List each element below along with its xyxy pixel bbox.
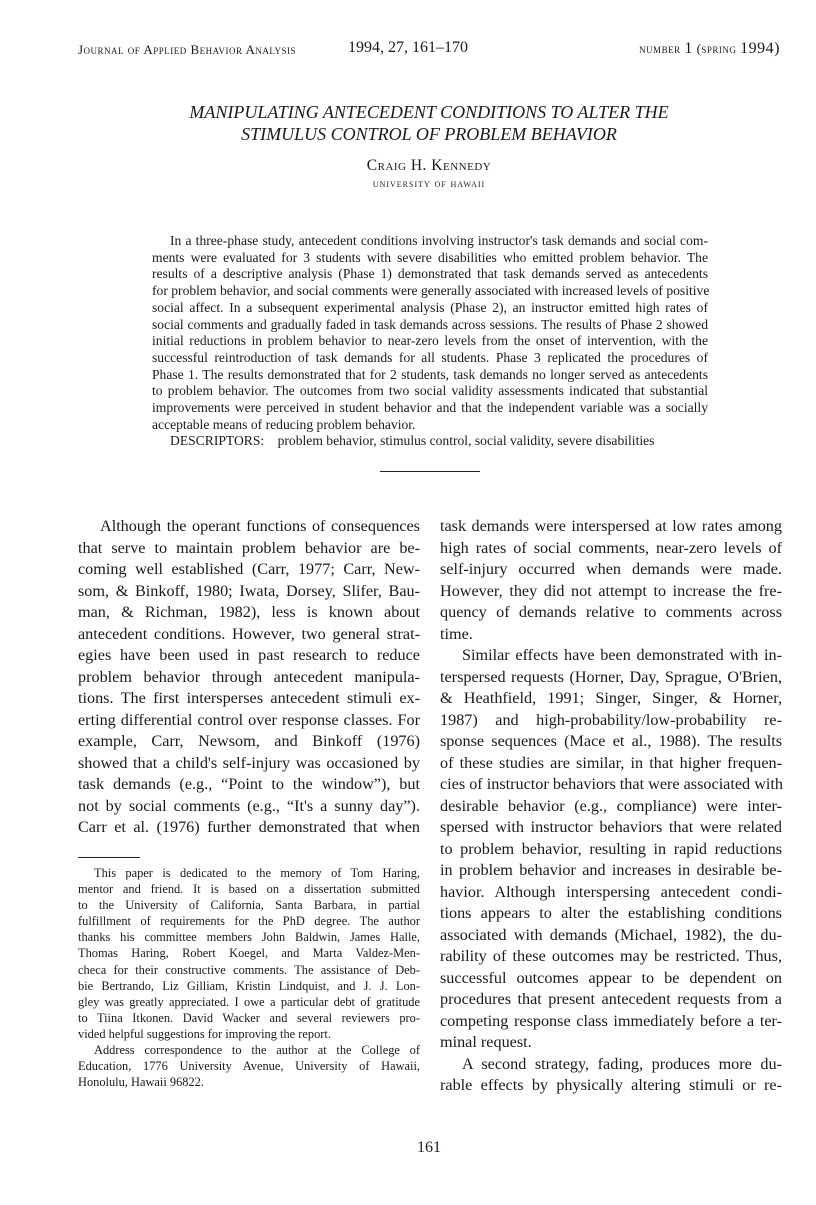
text-line: in problem behavior and increases in desirable be-	[440, 861, 782, 879]
descriptors	[152, 433, 708, 450]
issue-label: number	[639, 41, 681, 56]
paragraph	[440, 516, 782, 645]
text-line: cies of instructor behaviors that were associated with	[440, 775, 783, 793]
left-column	[78, 516, 420, 839]
text-line: to problem behavior, resulting in rapid reductions	[440, 839, 782, 858]
text-line: Address correspondence to the author at the College of	[94, 1043, 420, 1058]
descriptors-text: problem behavior, stimulus control, social validity, severe disabilities	[277, 433, 655, 449]
text-line: social affect. In a subsequent experimental analysis (Phase 2), an instructor emitted high rates of	[152, 299, 708, 315]
text-line: checa for their constructive comments. The assistance of Deb-	[78, 962, 420, 977]
footnote	[78, 865, 420, 1090]
text-line: ments were evaluated for 3 students with severe disabilities who emitted problem behavior. The	[152, 249, 708, 265]
issue-season: (spring	[696, 41, 737, 56]
text-line: of these studies are similar, in that higher frequen-	[440, 753, 782, 772]
text-line: procedures that present antecedent requests from a	[440, 990, 782, 1008]
text-line: Education, 1776 University Avenue, University of Hawaii,	[78, 1059, 420, 1074]
abstract	[152, 233, 708, 450]
text-line: example, Carr, Newsom, and Binkoff (1976)	[78, 732, 420, 750]
text-line: to problem behavior. The outcomes from two social validity assessments indicated that substantial	[152, 383, 708, 399]
text-line: high rates of social comments, near-zero levels of	[440, 538, 782, 557]
text-line: improvements were perceived in student behavior and that the independent variable was a socially	[152, 400, 708, 416]
paragraph	[440, 1054, 782, 1097]
footnote-paragraph	[78, 865, 420, 1042]
page-number: 161	[417, 1139, 441, 1156]
text-line: social comments and gradually faded in task demands across sessions. The results of Phase 2 showed	[152, 316, 708, 332]
text-line: to Tiina Itkonen. David Wacker and several reviewers pro-	[78, 1010, 420, 1025]
text-line: In a three-phase study, antecedent conditions involving instructor's task demands and social com-	[170, 233, 708, 248]
author: Craig H. Kennedy	[366, 157, 492, 174]
text-line: fulfillment of requirements for the PhD degree. The author	[78, 914, 420, 929]
journal-name: Journal of Applied Behavior Analysis	[78, 42, 297, 57]
text-line: problem behavior through antecedent manipula-	[78, 667, 420, 686]
text-line: initial reductions in problem behavior to near-zero levels from the onset of intervention, with the	[152, 333, 708, 349]
affiliation: university of hawaii	[372, 178, 486, 190]
text-line: acceptable means of reducing problem behavior.	[152, 416, 416, 432]
text-line: terspersed requests (Horner, Day, Sprague, O'Brien,	[440, 667, 782, 686]
text-line: thanks his committee members John Baldwin, James Halle,	[78, 930, 420, 945]
text-line: Although the operant functions of consequences	[100, 517, 420, 535]
footnote-paragraph	[78, 1042, 420, 1090]
text-line: This paper is dedicated to the memory of Tom Haring,	[94, 866, 420, 880]
right-column	[440, 516, 782, 1097]
text-line: Thomas Haring, Robert Koegel, and Marta Valdez-Men-	[78, 946, 420, 961]
text-line: desirable behavior (e.g., compliance) were inter-	[440, 796, 782, 815]
footnote-divider	[78, 857, 140, 858]
title-line: MANIPULATING ANTECEDENT CONDITIONS TO ALTER THE	[189, 102, 669, 122]
text-line: However, they did not attempt to increase the fre-	[440, 581, 782, 600]
text-line: to the University of California, Santa Barbara, in partial	[78, 898, 420, 913]
issue-year: 1994)	[740, 40, 780, 57]
text-line: Phase 1. The results demonstrated that for 2 students, task demands no longer served as antecedents	[152, 366, 708, 382]
text-line: quency of demands relative to comments across	[440, 603, 782, 621]
text-line: task demands (e.g., “Point to the window”), but	[78, 775, 420, 793]
text-line: Carr et al. (1976) further demonstrated that when	[78, 818, 420, 836]
text-line: 1987) and high-probability/low-probability re-	[440, 710, 782, 729]
text-line: time.	[440, 624, 473, 643]
text-line: successful outcomes appear to be dependent on	[440, 968, 782, 987]
paragraph	[440, 645, 782, 1054]
text-line: rable effects by physically altering stimuli or re-	[440, 1076, 782, 1094]
text-line: tions appears to alter the establishing conditions	[440, 904, 782, 922]
text-line: associated with demands (Michael, 1982), the du-	[440, 925, 782, 944]
text-line: & Heathfield, 1991; Singer, Singer, & Horner,	[440, 689, 782, 707]
text-line: erting differential control over response classes. For	[78, 710, 420, 729]
text-line: man, & Richman, 1982), less is known about	[78, 603, 420, 621]
text-line: Honolulu, Hawaii 96822.	[78, 1075, 204, 1090]
text-line: rability of these outcomes may be restricted. Thus,	[440, 947, 782, 965]
text-line: bie Bertrando, Liz Gilliam, Kristin Lindquist, and J. J. Lon-	[78, 978, 420, 993]
text-line: minal request.	[440, 1033, 532, 1051]
text-line: that serve to maintain problem behavior are be-	[78, 538, 420, 557]
section-divider	[380, 471, 480, 472]
text-line: coming well established (Carr, 1977; Carr, New-	[78, 560, 420, 578]
text-line: sponse sequences (Mace et al., 1988). The results	[440, 732, 782, 750]
text-line: mentor and friend. It is based on a dissertation submitted	[78, 882, 420, 897]
descriptors-label: DESCRIPTORS:	[170, 433, 265, 449]
text-line: not by social comments (e.g., “It's a sunny day”).	[78, 796, 420, 815]
text-line: showed that a child's self-injury was occasioned by	[78, 753, 420, 772]
issue-info	[639, 40, 780, 58]
text-line: task demands were interspersed at low rates among	[440, 517, 782, 535]
text-line: havior. Although interspersing antecedent condi-	[440, 882, 782, 901]
text-line: Similar effects have been demonstrated with in-	[462, 646, 782, 664]
text-line: egies have been used in past research to reduce	[78, 646, 420, 664]
article-title	[0, 101, 816, 145]
text-line: tions. The first intersperses antecedent stimuli ex-	[78, 689, 420, 707]
text-line: vided helpful suggestions for improving the report.	[78, 1026, 331, 1041]
text-line: A second strategy, fading, produces more du-	[462, 1054, 782, 1073]
text-line: spersed with instructor behaviors that were related	[440, 818, 782, 836]
text-line: competing response class immediately before a ter-	[440, 1011, 782, 1030]
text-line: antecedent conditions. However, two general strat-	[78, 624, 420, 643]
title-line: STIMULUS CONTROL OF PROBLEM BEHAVIOR	[241, 124, 617, 144]
text-line: results of a descriptive analysis (Phase 1) demonstrated that task demands served as antecedents	[152, 266, 708, 282]
issue-number: 1	[684, 40, 693, 57]
text-line: som, & Binkoff, 1980; Iwata, Dorsey, Slifer, Bau-	[78, 581, 420, 600]
citation: 1994, 27, 161–170	[348, 39, 468, 56]
text-line: gley was greatly appreciated. I owe a particular debt of gratitude	[78, 994, 420, 1009]
text-line: for problem behavior, and social comments were generally associated with increased levels of positive	[152, 283, 710, 299]
text-line: self-injury occurred when demands were made.	[440, 560, 782, 578]
text-line: successful reintroduction of task demands for all students. Phase 3 replicated the procedures of	[152, 349, 708, 365]
